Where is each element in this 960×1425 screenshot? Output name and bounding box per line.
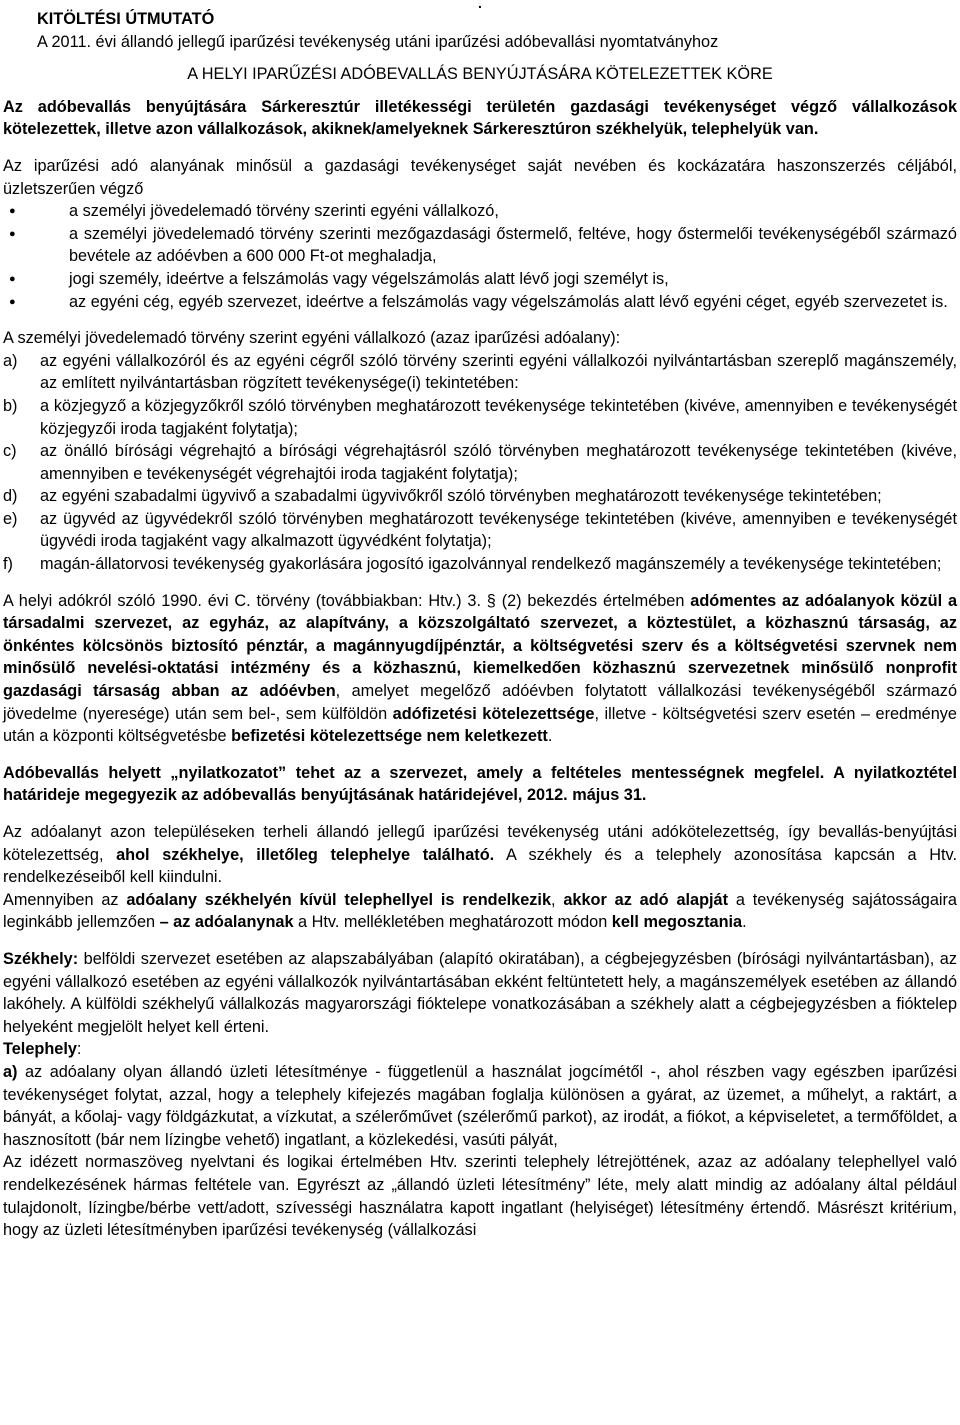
list-label: d) — [3, 487, 18, 506]
list-item: b) a közjegyző a közjegyzőkről szóló törvényben meghatározott tevékenysége tekintetében (kivéve, amennyiben e tevékenységét közjegyzői iroda tagjaként folytatja); — [3, 396, 957, 438]
seat-paragraph: Székhely: belföldi szervezet esetében az alapszabályában (alapító okiratában), a cégbejegyzésben (bírósági nyilvántartásban), az egyéni vállalkozó esetében az egyéni vállalkozók nyilvántartásában ekként feltüntetett hely, a magánszemélyek esetében az állandó lakóhely. A külföldi székhelyű vállalkozás magyarországi fióktelepe vonatkozásában a székhely alatt a cégbejegyzésben a fióktelep helyeként megjelölt helyet kell érteni. — [3, 949, 957, 1036]
list-label: e) — [3, 509, 18, 528]
seat-label: Székhely: — [3, 949, 79, 968]
bullet-icon: ● — [9, 272, 16, 285]
document-title: KITÖLTÉSI ÚTMUTATÓ — [37, 10, 215, 28]
bullet-icon: ● — [9, 205, 16, 218]
exemption-paragraph: A helyi adókról szóló 1990. évi C. törvény (továbbiakban: Htv.) 3. § (2) bekezdés értelmében adómentes az adóalanyok közül a társadalmi szervezet, az egyház, az alapítvány, a közszolgáltató szervezet, a köztestület, a közhasznú társaság, az önkéntes kölcsönös biztosító pénztár, a magánnyugdíjpénztár, a költségvetési szerv és a költségvetési szervnek nem minősülő nevelési-oktatási intézmény és a közhasznú, kiemelkedően közhasznú szervezetnek minősülő nonprofit gazdasági társaság abban az adóévben, amelyet megelőző adóévben folytatott vállalkozási tevékenységéből származó jövedelme (nyeresége) után sem bel-, sem külföldön adófizetési kötelezettsége, illetve - költségvetési szerv esetén – eredménye után a központi költségvetésbe befizetési kötelezettsége nem keletkezett. — [3, 591, 957, 746]
list-item: a) az egyéni vállalkozóról és az egyéni cégről szóló törvény szerinti egyéni vállalkozói nyilvántartásban szereplő magánszemély, az említett nyilvántartásban rögzített tevékenysége(i) tekintetében: — [3, 351, 957, 393]
list-label: f) — [3, 555, 13, 574]
list-item: ● a személyi jövedelemadó törvény szerinti egyéni vállalkozó, — [3, 200, 957, 223]
list-item: f) magán-állatorvosi tevékenység gyakorlására jogosító igazolvánnyal rendelkező magánszemély a tevékenysége tekintetében; — [3, 553, 957, 576]
intro-paragraph: Az adóbevallás benyújtására Sárkeresztúr illetékességi területén gazdasági tevékenységet végző vállalkozások kötelezettek, illetve azon vállalkozások, akiknek/amelyeknek Sárkeresztúron székhelyük, telephelyük van. — [3, 97, 957, 139]
list-label: c) — [3, 442, 17, 461]
szja-lead: A személyi jövedelemadó törvény szerint egyéni vállalkozó (azaz iparűzési adóalany): — [3, 329, 621, 348]
document-subtitle: A 2011. évi állandó jellegű iparűzési tevékenység utáni iparűzési adóbevallási nyomtatványhoz — [37, 32, 719, 51]
declaration-paragraph: Adóbevallás helyett „nyilatkozatot” tehet az a szervezet, amely a feltételes mentességnek megfelel. A nyilatkoztétel határideje megegyezik az adóbevallás benyújtásának határidejével, 2012. május 31. — [3, 763, 957, 805]
top-dot: . — [478, 0, 482, 11]
list-item: ● az egyéni cég, egyéb szervezet, ideértve a felszámolás vagy végelszámolás alatt lévő egyéni céget, egyéb szervezetet is. — [3, 291, 957, 314]
subject-bullet-list — [3, 200, 957, 313]
section-heading: A HELYI IPARŰZÉSI ADÓBEVALLÁS BENYÚJTÁSÁRA KÖTELEZETTEK KÖRE — [187, 65, 773, 84]
subject-lead: Az iparűzési adó alanyának minősül a gazdasági tevékenységet saját nevében és kockázatára haszonszerzés céljából, üzletszerűen végző — [3, 156, 957, 198]
split-paragraph: Amennyiben az adóalany székhelyén kívül telephellyel is rendelkezik, akkor az adó alapját a tevékenység sajátosságaira leginkább jellemzően – az adóalanynak a Htv. mellékletében meghatározott módon kell megosztania. — [3, 890, 957, 932]
site-label: Telephely — [3, 1040, 77, 1059]
list-label: b) — [3, 396, 18, 415]
norm-paragraph: Az idézett normaszöveg nyelvtani és logikai értelmében Htv. szerinti telephely létrejöttének, azaz az adóalany telephellyel való rendelkezésének hármas feltétele van. Egyrészt az „állandó üzleti létesítmény” léte, mely alatt mindig az adóalany által például tulajdonolt, lízingbe/bérbe vett/adott, szívességi használatra kapott ingatlant (helyiséget) létesítmény értendő. Másrészt kritérium, hogy az üzleti létesítményben iparűzési tevékenység (vállalkozási — [3, 1153, 957, 1240]
bullet-icon: ● — [9, 295, 16, 308]
site-label-line: Telephely: — [3, 1040, 82, 1059]
list-item: e) az ügyvéd az ügyvédekről szóló törvényben meghatározott tevékenysége tekintetében (kivéve, amennyiben e tevékenységét ügyvédi iroda tagjaként vagy alkalmazott ügyvédként folytatja); — [3, 509, 957, 551]
list-item: c) az önálló bírósági végrehajtó a bírósági végrehajtásról szóló törvényben meghatározott tevékenysége tekintetében (kivéve, amennyiben e tevékenységét végrehajtói iroda tagjaként folytatja); — [3, 442, 957, 483]
bullet-icon: ● — [9, 227, 16, 240]
liability-paragraph: Az adóalanyt azon településeken terheli állandó jellegű iparűzési tevékenység utáni adókötelezettség, így bevallás-benyújtási kötelezettség, ahol székhelye, illetőleg telephelye található. A székhely és a telephely azonosítása kapcsán a Htv. rendelkezéseiből kell kiindulni. — [3, 823, 957, 887]
list-item: ● jogi személy, ideértve a felszámolás vagy végelszámolás alatt lévő jogi személyt is, — [3, 268, 957, 291]
list-item: d) az egyéni szabadalmi ügyvivő a szabadalmi ügyvivőkről szóló törvényben meghatározott tevékenysége tekintetében; — [3, 485, 957, 508]
szja-list — [3, 350, 957, 576]
list-item: ● a személyi jövedelemadó törvény szerinti mezőgazdasági őstermelő, feltéve, hogy őstermelői tevékenységéből származó bevétele az adóévben a 600 000 Ft-ot meghaladja, — [9, 224, 957, 266]
list-label: a) — [3, 351, 18, 370]
site-a-paragraph: a) az adóalany olyan állandó üzleti létesítménye - függetlenül a használat jogcímétől -, ahol részben vagy egészben iparűzési tevékenységet folytat, azzal, hogy a telephely kifejezés magában foglalja különösen a gyárat, az üzemet, a műhelyt, a raktárt, a bányát, a kőolaj- vagy földgázkutat, a vízkutat, a szélerőművet (szélerőmű parkot), az irodát, a fiókot, a képviseletet, a termőföldet, a hasznosított (bár nem lízingbe vehető) ingatlant, a közlekedési, vasúti pályát, — [3, 1062, 957, 1149]
